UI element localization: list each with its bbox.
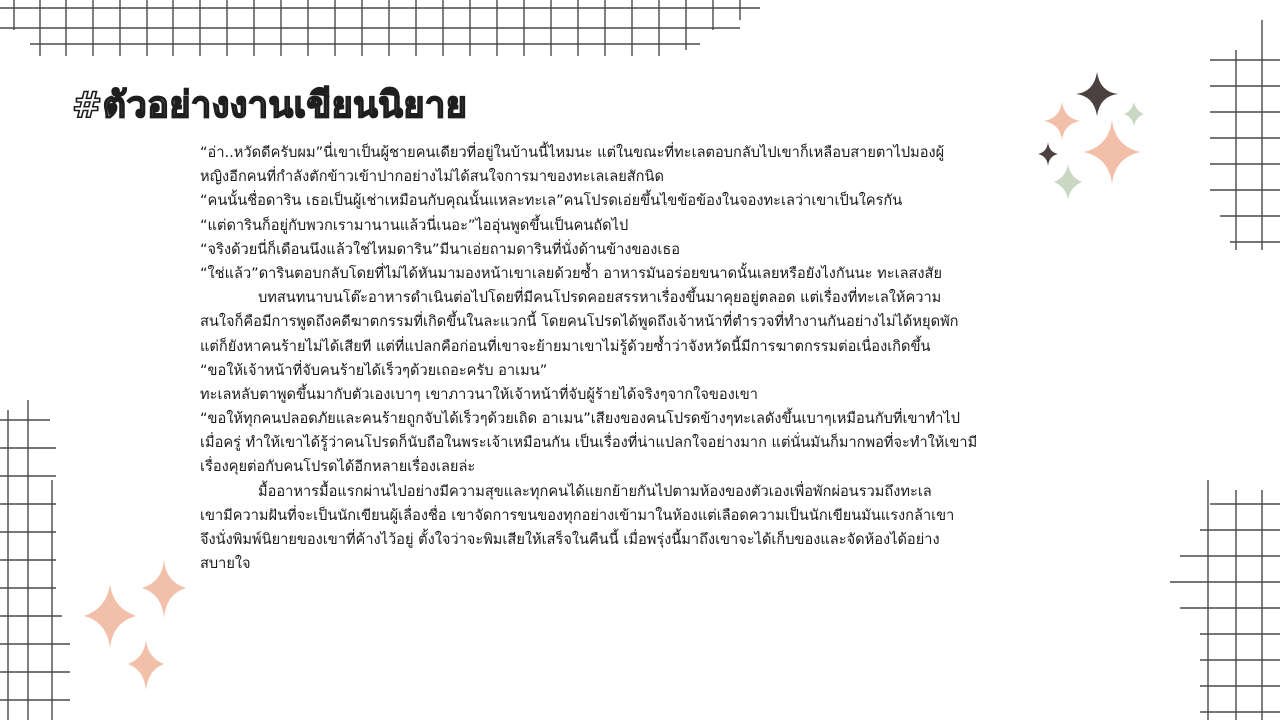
story-line: “แต่ดารินก็อยู่กับพวกเรามานานแล้วนี่เนอะ”ไออุ่นพูดขึ้นเป็นคนถัดไป [200, 216, 629, 234]
sparkle-peach-small-icon [128, 640, 164, 690]
story-line: สนใจก็คือมีการพูดถึงคดีฆาตกรรมที่เกิดขึ้นในละแวกนี้ โดยคนโปรดได้พูดถึงเจ้าหน้าที่ตำรวจที่ทำงานกันอย่างไม่ได้หยุดพัก [200, 313, 959, 331]
sparkle-dark-large-icon [1076, 72, 1118, 116]
story-line: “ใช่แล้ว”ดารินตอบกลับโดยที่ไม่ได้หันมามองหน้าเขาเลยด้วยซ้ำ อาหารมันอร่อยขนาดนั้นเลยหรือยังไงกันนะ ทะเลสงสัย [200, 264, 943, 282]
left-grid-decoration [0, 400, 80, 720]
story-line: เขามีความฝันที่จะเป็นนักเขียนผู้เลื่องชื่อ เขาจัดการขนของทุกอย่างเข้ามาในห้องแต่เลือดความเป็นนักเขียนมันแรงกล้าเขา [200, 506, 955, 524]
story-line: เมื่อครู่ ทำให้เขาได้รู้ว่าคนโปรดก็นับถือในพระเจ้าเหมือนกัน เป็นเรื่องที่น่าแปลกใจอย่างมาก แต่นั่นมันก็มากพอที่จะทำให้เขามี [200, 434, 978, 452]
sparkle-peach-small-icon [1044, 102, 1080, 140]
story-line: “ขอให้ทุกคนปลอดภัยและคนร้ายถูกจับได้เร็วๆด้วยเถิด อาเมน”เสียงของคนโปรดข้างๆทะเลดังขึ้นเบาๆเหมือนกับที่เขาทำไป [200, 410, 961, 428]
story-line: “อ่า..หวัดดีครับผม”นี่เขาเป็นผู้ชายคนเดียวที่อยู่ในบ้านนี้ไหมนะ แต่ในขณะที่ทะเลตอบกลับไปเขาก็เหลือบสายตาไปมองผู้ [200, 144, 945, 161]
story-line: ทะเลหลับตาพูดขึ้นมากับตัวเองเบาๆ เขาภาวนาให้เจ้าหน้าที่จับผู้ร้ายได้จริงๆจากใจของเขา [200, 385, 758, 403]
story-line: แต่ก็ยังหาคนร้ายไม่ได้เสียที แต่ที่แปลกคือก่อนที่เขาจะย้ายมาเขาไม่รู้ด้วยซ้ำว่าจังหวัดนี้มีการฆาตกรรมต่อเนื่องเกิดขึ้น [200, 337, 931, 355]
top-grid-decoration [0, 0, 760, 60]
story-line: “ขอให้เจ้าหน้าที่จับคนร้ายได้เร็วๆด้วยเถอะครับ อาเมน” [200, 361, 548, 379]
story-line: มื้ออาหารมื้อแรกผ่านไปอย่างมีความสุขและทุกคนได้แยกย้ายกันไปตามห้องของตัวเองเพื่อพักผ่อนรวมถึงทะเล [258, 482, 932, 500]
sparkles-top-right-decoration [1030, 68, 1154, 204]
story-line: จึงนั่งพิมพ์นิยายของเขาที่ค้างไว้อยู่ ตั้งใจว่าจะพิมเสียให้เสร็จในคืนนี้ เมื่อพรุ่งนี้มาถึงเขาจะได้เก็บของและจัดห้องได้อย่าง [200, 531, 940, 548]
story-line: หญิงอีกคนที่กำลังตักข้าวเข้าปากอย่างไม่ได้สนใจการมาของทะเลเลยสักนิด [200, 168, 664, 186]
sparkle-dark-small-icon [1038, 142, 1058, 166]
sparkle-sage-medium-icon [1054, 164, 1082, 200]
sparkle-peach-large-icon [1084, 120, 1140, 184]
sparkle-sage-small-icon [1124, 102, 1144, 126]
story-line: สบายใจ [200, 555, 251, 573]
story-line: บทสนทนาบนโต๊ะอาหารดำเนินต่อไปโดยที่มีคนโปรดคอยสรรหาเรื่องขึ้นมาคุยอยู่ตลอด แต่เรื่องที่ทะเลให้ความ [258, 289, 942, 307]
right-grid-decoration [1170, 20, 1280, 720]
sparkles-bottom-left-decoration [80, 556, 190, 696]
page-title: #ตัวอย่างงานเขียนนิยาย [72, 85, 468, 126]
story-text [200, 141, 1030, 576]
sparkle-peach-large-icon [84, 584, 136, 648]
story-line: เรื่องคุยต่อกับคนโปรดได้อีกหลายเรื่องเลยล่ะ [200, 458, 476, 476]
story-line: “จริงด้วยนี่ก็เดือนนึงแล้วใช่ไหมดาริน”มีนาเอ่ยถามดารินที่นั่งด้านข้างของเธอ [200, 240, 681, 258]
sparkle-peach-medium-icon [142, 560, 186, 618]
story-line: “คนนั้นชื่อดาริน เธอเป็นผู้เช่าเหมือนกับคุณนั้นแหละทะเล”คนโปรดเอ่ยขึ้นไขข้อข้องในจองทะเลว่าเขาเป็นใครกัน [200, 192, 903, 210]
